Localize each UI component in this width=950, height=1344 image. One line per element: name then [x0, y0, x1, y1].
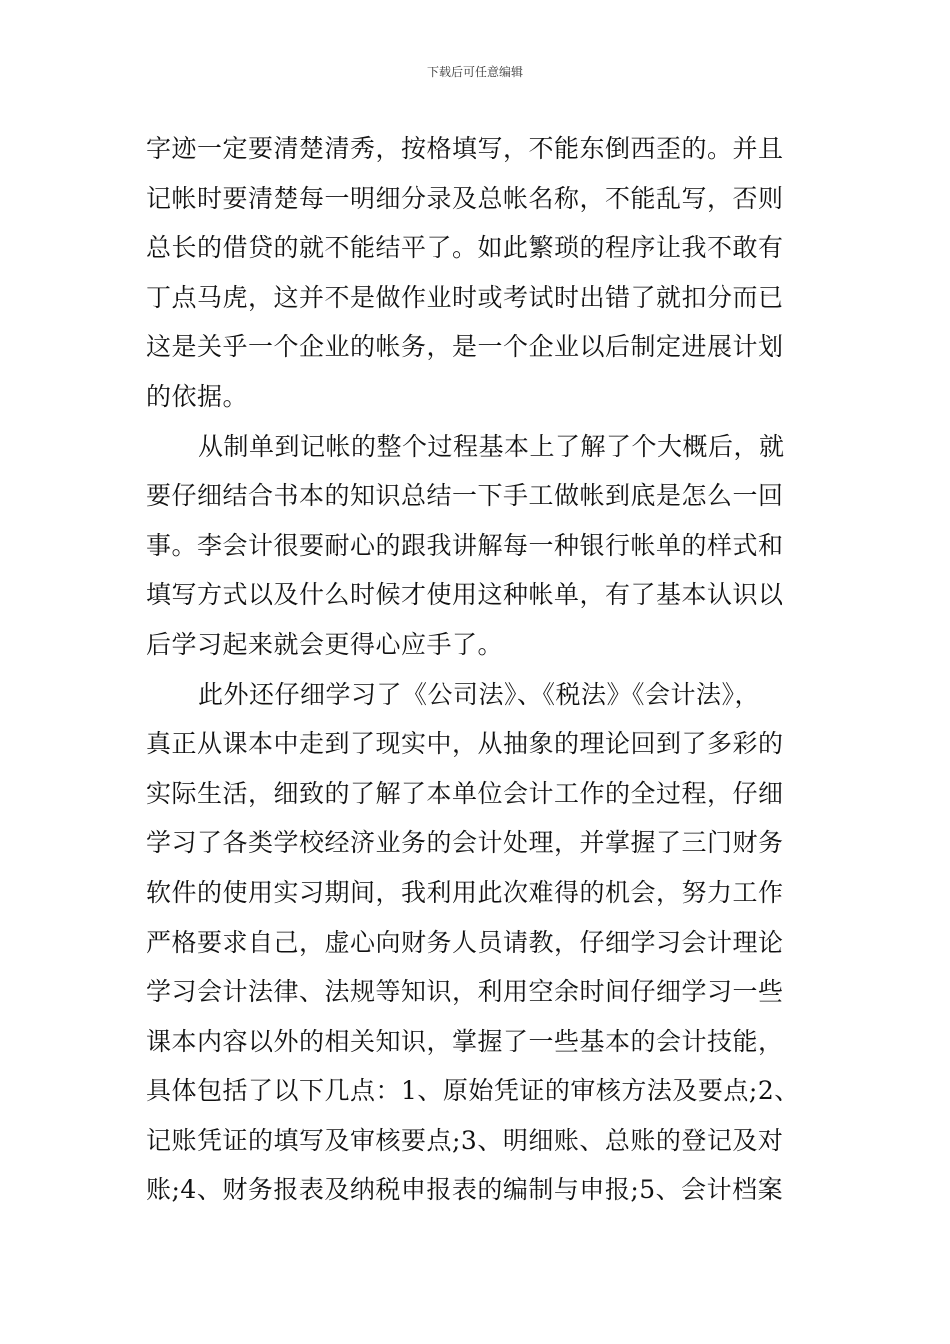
text-line: 后学习起来就会更得心应手了。 — [146, 629, 504, 659]
text-line: 总长的借贷的就不能结平了。如此繁琐的程序让我不敢有 — [146, 233, 784, 263]
text-line: 课本内容以外的相关知识，掌握了一些基本的会计技能， — [146, 1026, 784, 1056]
paragraph-start-line: 从制单到记帐的整个过程基本上了解了个大概后，就 — [198, 431, 785, 461]
document-body — [146, 124, 816, 1215]
text-line: 字迹一定要清楚清秀，按格填写，不能东倒西歪的。并且 — [146, 134, 784, 163]
text-line: 的依据。 — [146, 381, 249, 411]
text-line: 实际生活，细致的了解了本单位会计工作的全过程，仔细 — [146, 778, 784, 808]
text-line: 这是关乎一个企业的帐务，是一个企业以后制定进展计划 — [146, 332, 784, 362]
page-header-note: 下载后可任意编辑 — [426, 65, 523, 79]
text-line: 事。李会计很要耐心的跟我讲解每一种银行帐单的样式和 — [146, 530, 784, 560]
text-line: 严格要求自己，虚心向财务人员请教，仔细学习会计理论 — [146, 927, 784, 957]
text-line: 学习了各类学校经济业务的会计处理，并掌握了三门财务 — [146, 828, 784, 858]
text-line: 学习会计法律、法规等知识，利用空余时间仔细学习一些 — [146, 977, 784, 1007]
text-line: 软件的使用实习期间，我利用此次难得的机会，努力工作 — [146, 877, 784, 907]
text-line: 记帐时要清楚每一明细分录及总帐名称，不能乱写，否则 — [146, 183, 784, 213]
text-line: 账;4、财务报表及纳税申报表的编制与申报;5、会计档案 — [146, 1175, 784, 1205]
text-line: 具体包括了以下几点：1、原始凭证的审核方法及要点;2、 — [146, 1076, 800, 1106]
text-line: 填写方式以及什么时候才使用这种帐单，有了基本认识以 — [146, 580, 784, 610]
text-line: 丁点马虎，这并不是做作业时或考试时出错了就扣分而已 — [146, 282, 784, 312]
text-line: 要仔细结合书本的知识总结一下手工做帐到底是怎么一回 — [146, 481, 784, 511]
paragraph-start-line: 此外还仔细学习了《公司法》、《税法》《会计法》， — [198, 679, 761, 709]
text-line: 真正从课本中走到了现实中，从抽象的理论回到了多彩的 — [146, 729, 784, 759]
text-line: 记账凭证的填写及审核要点;3、明细账、总账的登记及对 — [146, 1125, 784, 1155]
